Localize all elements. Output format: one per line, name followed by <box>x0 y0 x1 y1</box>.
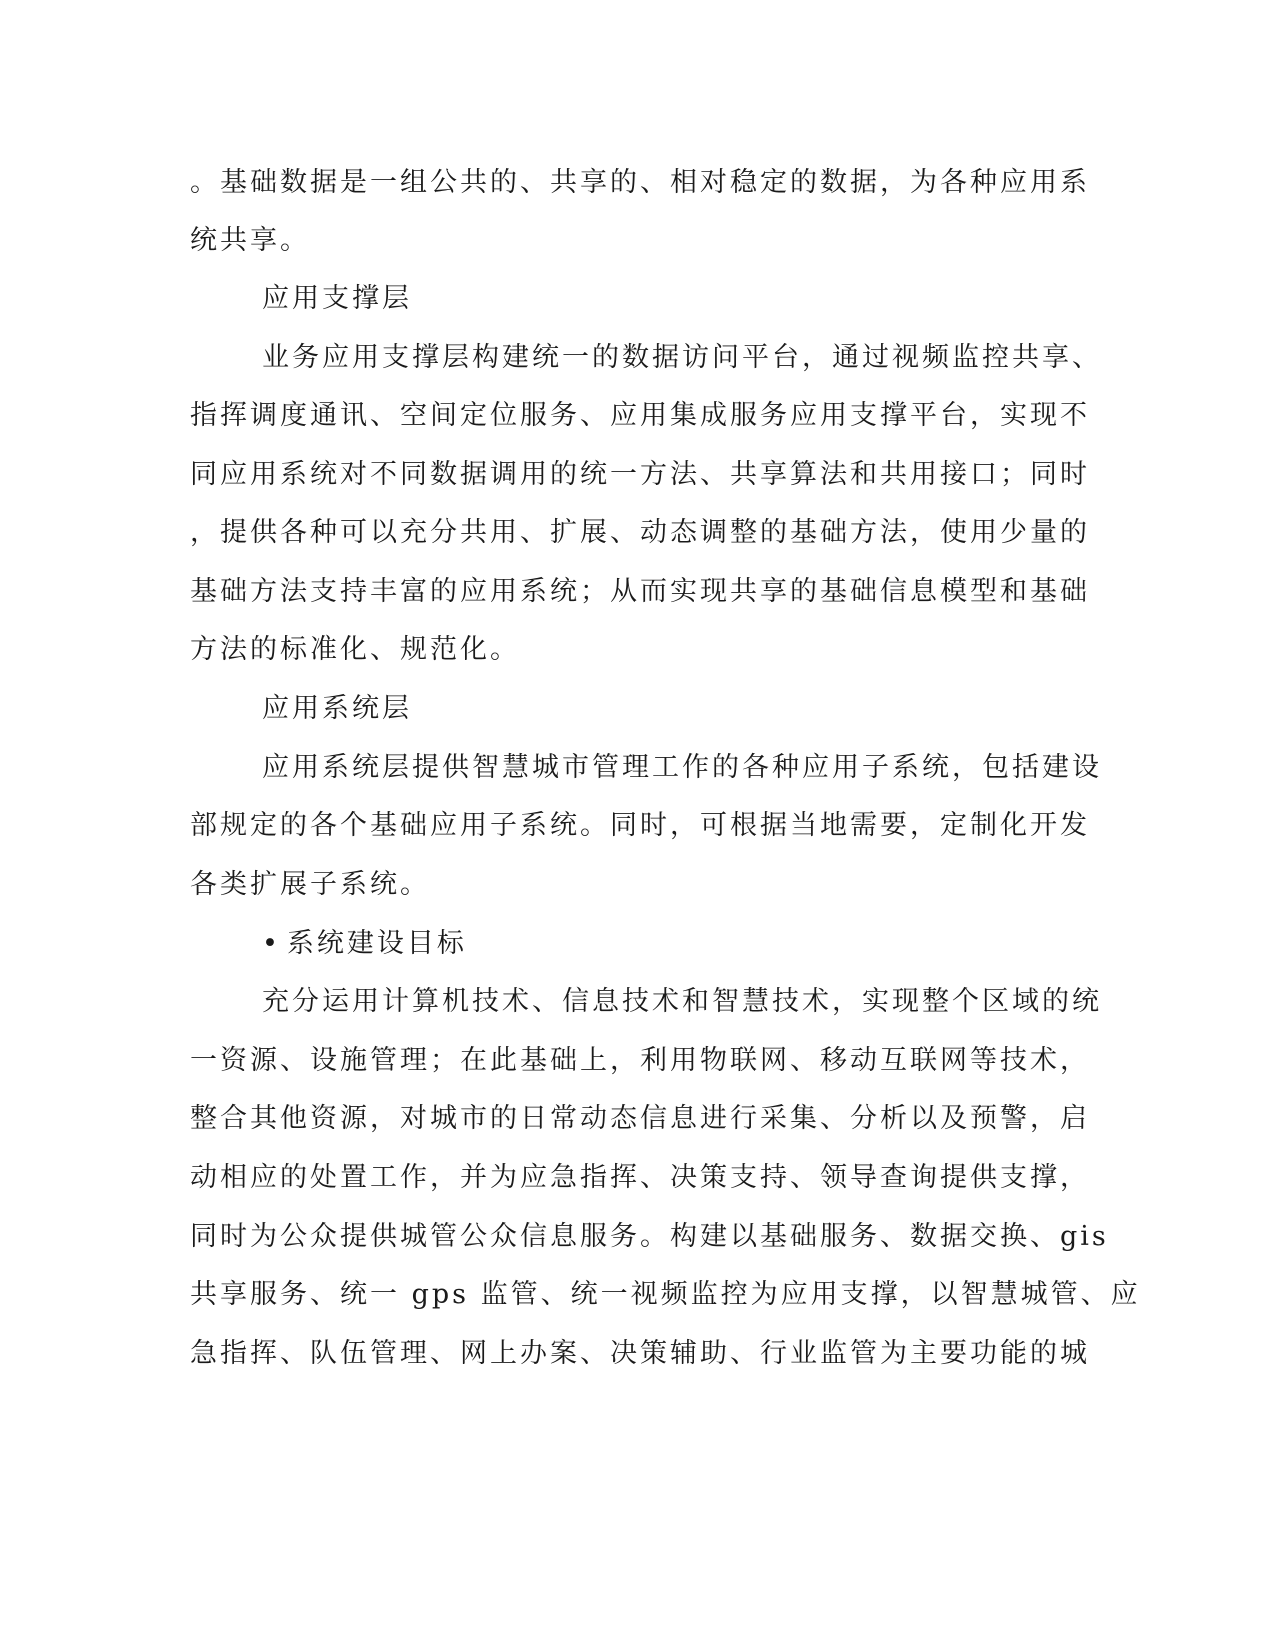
body-text-line: 方法的标准化、规范化。 <box>190 634 520 665</box>
body-text-line: 整合其他资源，对城市的日常动态信息进行采集、分析以及预警，启 <box>190 1103 1090 1134</box>
body-text-line: 一资源、设施管理；在此基础上，利用物联网、移动互联网等技术， <box>190 1045 1090 1076</box>
bullet-heading-goals <box>262 927 467 961</box>
section-heading-application-layer: 应用系统层 <box>262 693 412 724</box>
body-text-line: ，提供各种可以充分共用、扩展、动态调整的基础方法，使用少量的 <box>190 517 1090 548</box>
body-text-line: 同时为公众提供城管公众信息服务。构建以基础服务、数据交换、gis <box>190 1221 1109 1252</box>
body-text-line: 同应用系统对不同数据调用的统一方法、共享算法和共用接口；同时 <box>190 459 1090 490</box>
body-text-line: 充分运用计算机技术、信息技术和智慧技术，实现整个区域的统 <box>262 986 1102 1017</box>
body-text-line: 动相应的处置工作，并为应急指挥、决策支持、领导查询提供支撑， <box>190 1162 1090 1193</box>
body-text-line: 急指挥、队伍管理、网上办案、决策辅助、行业监管为主要功能的城 <box>190 1338 1090 1369</box>
body-text-line: 应用系统层提供智慧城市管理工作的各种应用子系统，包括建设 <box>262 752 1102 783</box>
body-text-line: 业务应用支撑层构建统一的数据访问平台，通过视频监控共享、 <box>262 342 1102 373</box>
body-text-line: 部规定的各个基础应用子系统。同时，可根据当地需要，定制化开发 <box>190 810 1090 841</box>
body-text-line: 指挥调度通讯、空间定位服务、应用集成服务应用支撑平台，实现不 <box>190 400 1090 431</box>
bullet-icon: • <box>262 928 281 959</box>
body-text-line: 基础方法支持丰富的应用系统；从而实现共享的基础信息模型和基础 <box>190 576 1090 607</box>
body-text-line: 统共享。 <box>190 225 310 256</box>
body-text-line: 。基础数据是一组公共的、共享的、相对稳定的数据，为各种应用系 <box>190 167 1090 198</box>
body-text-line: 各类扩展子系统。 <box>190 869 430 900</box>
bullet-heading-text: 系统建设目标 <box>286 928 467 959</box>
body-text-line: 共享服务、统一 gps 监管、统一视频监控为应用支撑，以智慧城管、应 <box>190 1279 1141 1310</box>
section-heading-support-layer: 应用支撑层 <box>262 283 412 314</box>
